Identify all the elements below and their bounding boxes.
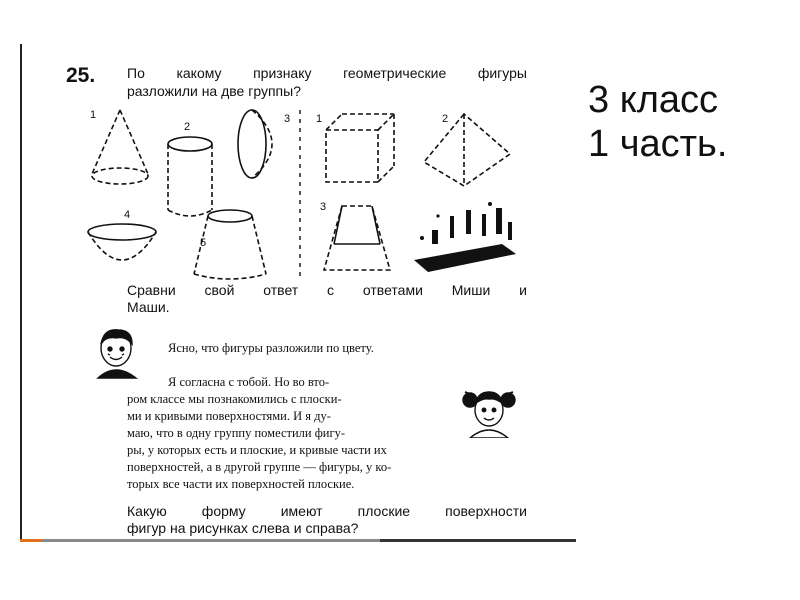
misha-speech: Ясно, что фигуры разложили по цвету. (168, 341, 374, 355)
slide-bottom-dark-segment (380, 539, 576, 542)
masha-avatar (460, 382, 518, 438)
figure-label: 2 (442, 113, 449, 125)
figure-label: 3 (284, 113, 291, 125)
bowl-figure (88, 209, 156, 260)
figure-label: 1 (90, 109, 97, 121)
page-left-border (20, 44, 22, 541)
compare-line-2: Маши. (127, 299, 170, 315)
masha-speech-line: Я согласна с тобой. Но во вто- (168, 375, 330, 389)
word: какому (176, 65, 222, 81)
prism-figure (320, 201, 390, 270)
cylinder-figure (168, 121, 212, 216)
word: фигуры (477, 65, 527, 81)
cone-figure (90, 109, 148, 184)
figure-label: 5 (200, 237, 207, 249)
hemisphere-figure (238, 110, 290, 178)
dark-figure (414, 202, 516, 272)
masha-speech-line: поверхностей, а в другой группе — фигуры, у ко- (127, 460, 392, 474)
slide-bottom-accent (20, 539, 42, 542)
slide-title (588, 78, 727, 166)
word: Миши (451, 282, 491, 298)
task-question-line-1 (127, 64, 527, 82)
figure-label: 3 (320, 201, 327, 213)
figure-label: 1 (316, 113, 323, 125)
misha-avatar (92, 324, 140, 380)
second-question-line-1 (127, 503, 527, 520)
word: и (519, 282, 527, 298)
masha-speech-line: ры, у которых есть и плоские, и кривые части их (127, 443, 387, 457)
task-question (127, 64, 527, 100)
word: ответ (263, 282, 299, 298)
masha-speech-line: ром классе мы познакомились с плоски- (127, 392, 342, 406)
compare-instruction (127, 282, 527, 316)
second-question-line-2: фигур на рисунках слева и справа? (127, 520, 359, 536)
task-number: 25. (66, 64, 96, 87)
word: плоские (357, 503, 411, 519)
frustum-figure (194, 210, 266, 279)
masha-speech-line: ми и кривыми поверхностями. И я ду- (127, 409, 331, 423)
masha-speech-line: торых все части их поверхностей плоские. (127, 477, 355, 491)
word: геометрические (343, 65, 447, 81)
slide-title-grade: 3 класс (588, 79, 719, 121)
figure-label: 2 (184, 121, 191, 133)
pyramid-figure (424, 113, 510, 186)
word: форму (201, 503, 246, 519)
word: имеют (280, 503, 323, 519)
word: По (127, 65, 145, 81)
slide-title-part: 1 часть. (588, 123, 728, 165)
word: ответами (362, 282, 423, 298)
word: признаку (253, 65, 312, 81)
word: свой (204, 282, 235, 298)
word: Какую (127, 503, 167, 519)
figure-label: 4 (124, 209, 131, 221)
word: с (327, 282, 335, 298)
task-question-line-2: разложили на две группы? (127, 83, 301, 99)
compare-line-1 (127, 282, 527, 299)
figures-illustration (72, 104, 528, 284)
masha-speech-line: маю, что в одну группу поместили фигу- (127, 426, 346, 440)
word: Сравни (127, 282, 176, 298)
second-question (127, 503, 527, 537)
word: поверхности (445, 503, 527, 519)
cube-figure (316, 113, 394, 182)
